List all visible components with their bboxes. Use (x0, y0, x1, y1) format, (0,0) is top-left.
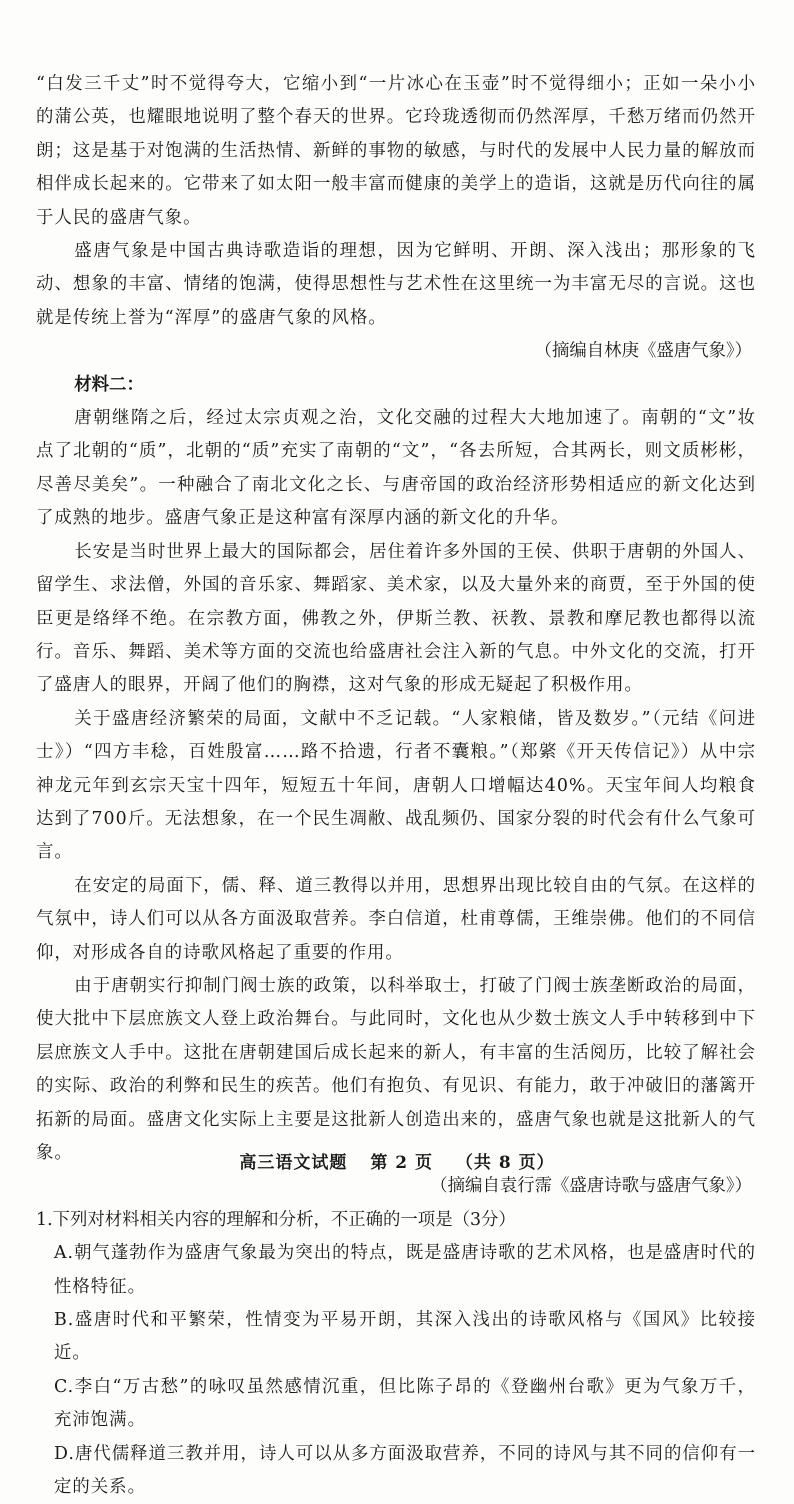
question-1-option-d: D.唐代儒释道三教并用，诗人可以从多方面汲取营养，不同的诗风与其不同的信仰有一定的关系。 (54, 1443, 756, 1498)
footer-page-number: 第 2 页 (370, 1153, 433, 1173)
material1-paragraph-2: 盛唐气象是中国古典诗歌造诣的理想，因为它鲜明、开朗、深入浅出；那形象的飞动、想象的丰富、情绪的饱满，使得思想性与艺术性在这里统一为丰富无尽的言说。这也就是传统上誉为“浑厚”的盛唐气象的风格。 (36, 241, 756, 328)
question-1-stem: 1.下列对材料相关内容的理解和分析，不正确的一项是（3分） (36, 1209, 516, 1230)
material1-paragraph-1: “白发三千丈”时不觉得夸大，它缩小到“一片冰心在玉壶”时不觉得细小；正如一朵小小的蒲公英，也耀眼地说明了整个春天的世界。它玲珑透彻而仍然浑厚，千愁万绪而仍然开朗；这是基于对饱满的生活热情、新鲜的事物的敏感，与时代的发展中人民力量的解放而相伴成长起来的。它带来了如太阳一般丰富而健康的美学上的造诣，这就是历代向往的属于人民的盛唐气象。 (36, 74, 756, 228)
material2-paragraph-5: 由于唐朝实行抑制门阀士族的政策，以科举取士，打破了门阀士族垄断政治的局面，使大批中下层庶族文人登上政治舞台。与此同时，文化也从少数士族文人手中转移到中下层庶族文人手中。这批在唐朝建国后成长起来的新人，有丰富的生活阅历，比较了解社会的实际、政治的利弊和民生的疾苦。他们有抱负、有见识、有能力，敢于冲破旧的藩篱开拓新的局面。盛唐文化实际上主要是这批新人创造出来的，盛唐气象也就是这批新人的气象。 (36, 975, 756, 1163)
material2-source: （摘编自袁行霈《盛唐诗歌与盛唐气象》） (430, 1176, 752, 1197)
page-footer (0, 1148, 794, 1173)
material2-heading: 材料二： (74, 374, 144, 395)
footer-subject: 高三语文试题 (239, 1153, 348, 1173)
material2-paragraph-3: 关于盛唐经济繁荣的局面，文献中不乏记载。“人家粮储，皆及数岁。”（元结《问进士》）“四方丰稔，百姓殷富……路不拾遗，行者不囊粮。”（郑綮《开天传信记》）从中宗神龙元年到玄宗天宝十四年，短短五十年间，唐朝人口增幅达40%。天宝年间人均粮食达到了700斤。无法想象，在一个民生凋敝、战乱频仍、国家分裂的时代会有什么气象可言。 (36, 708, 756, 863)
question-1-option-b: B.盛唐时代和平繁荣，性情变为平易开朗，其深入浅出的诗歌风格与《国风》比较接近。 (54, 1310, 756, 1364)
material1-source: （摘编自林庚《盛唐气象》） (534, 341, 752, 362)
footer-total-pages: （共 8 页） (455, 1153, 555, 1173)
material2-paragraph-4: 在安定的局面下，儒、释、道三教得以并用，思想界出现比较自由的气氛。在这样的气氛中，诗人们可以从各方面汲取营养。李白信道，杜甫尊儒，王维崇佛。他们的不同信仰，对形成各自的诗歌风格起了重要的作用。 (36, 875, 756, 963)
material2-paragraph-1: 唐朝继隋之后，经过太宗贞观之治，文化交融的过程大大地加速了。南朝的“文”妆点了北朝的“质”，北朝的“质”充实了南朝的“文”，“各去所短，合其两长，则文质彬彬，尽善尽美矣”。一种融合了南北文化之长、与唐帝国的政治经济形势相适应的新文化达到了成熟的地步。盛唐气象正是这种富有深厚内涵的新文化的升华。 (36, 408, 756, 529)
question-1-option-a: A.朝气蓬勃作为盛唐气象最为突出的特点，既是盛唐诗歌的艺术风格，也是盛唐时代的性格特征。 (54, 1243, 756, 1297)
material2-paragraph-2: 长安是当时世界上最大的国际都会，居住着许多外国的王侯、供职于唐朝的外国人、留学生、求法僧，外国的音乐家、舞蹈家、美术家，以及大量外来的商贾，至于外国的使臣更是络绎不绝。在宗教方面，佛教之外，伊斯兰教、祆教、景教和摩尼教也都得以流行。音乐、舞蹈、美术等方面的交流也给盛唐社会注入新的气息。中外文化的交流，打开了盛唐人的眼界，开阔了他们的胸襟，这对气象的形成无疑起了积极作用。 (36, 541, 756, 696)
question-1-option-c: C.李白“万古愁”的咏叹虽然感情沉重，但比陈子昂的《登幽州台歌》更为气象万千，充沛饱满。 (54, 1376, 756, 1431)
